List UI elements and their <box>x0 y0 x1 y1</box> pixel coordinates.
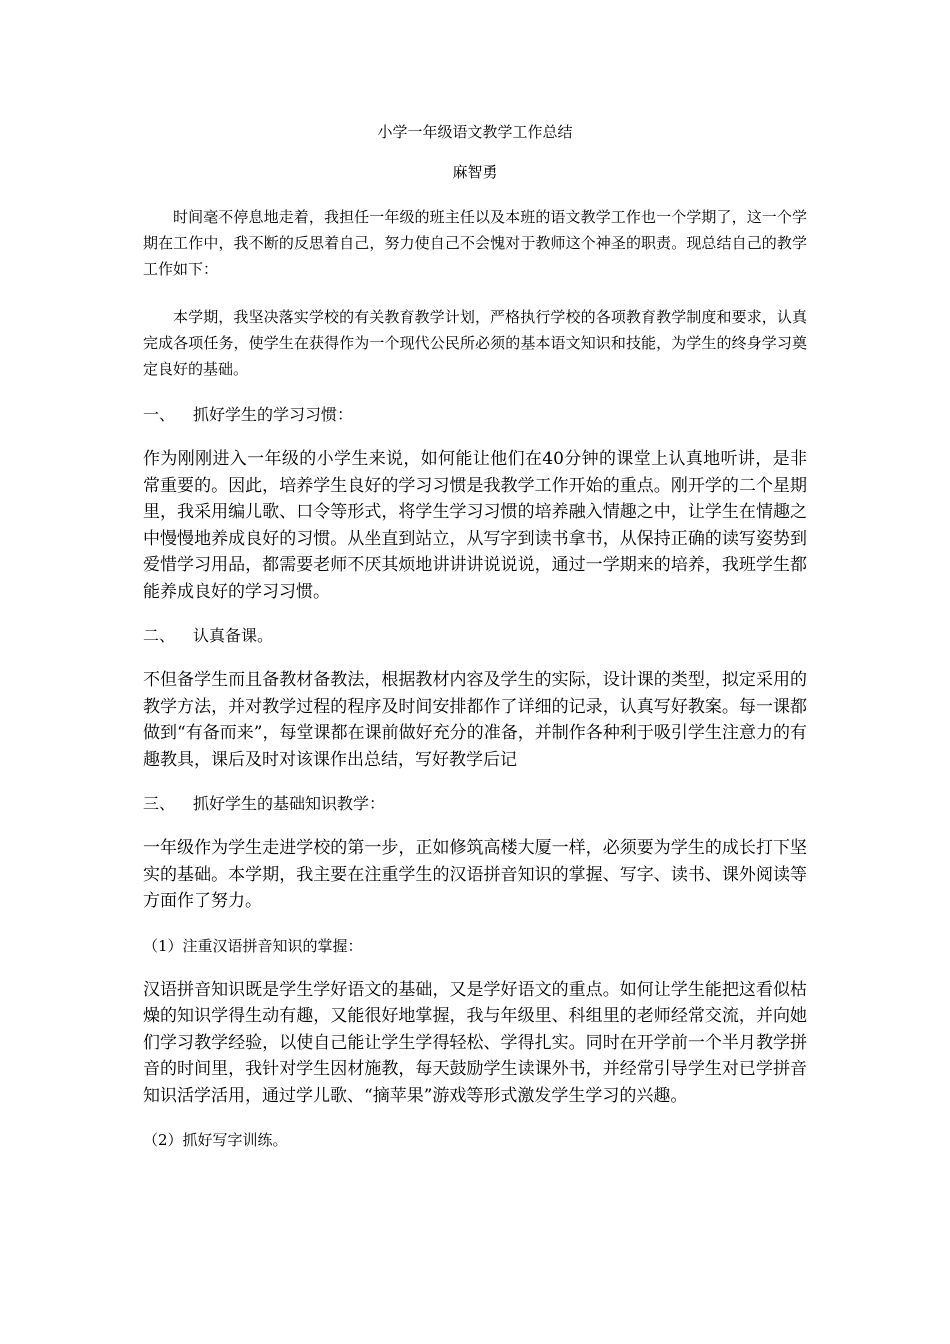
section-body-2: 不但备学生而且备教材备教法，根据教材内容及学生的实际，设计课的类型，拟定采用的教学方法，并对教学过程的程序及时间安排都作了详细的记录，认真写好教案。每一课都做到“有备而来”，每堂课都在课前做好充分的准备，并制作各种利于吸引学生注意力的有趣教具，课后及时对该课作出总结，写好教学后记 <box>143 670 807 770</box>
document-title: 小学一年级语文教学工作总结 <box>377 123 573 141</box>
intro-paragraph-2: 本学期，我坚决落实学校的有关教育教学计划，严格执行学校的各项教育教学制度和要求，认真完成各项任务，使学生在获得作为一个现代公民所必须的基本语文知识和技能，为学生的终身学习奠定良好的基础。 <box>143 308 807 378</box>
section-number-3: 三、 <box>143 794 176 813</box>
intro-paragraph-1: 时间毫不停息地走着，我担任一年级的班主任以及本班的语文教学工作也一个学期了，这一个学期在工作中，我不断的反思着自己，努力使自己不会愧对于教师这个神圣的职责。现总结自己的教学工作如下： <box>143 208 807 278</box>
subsection-heading-2: （2）抓好写字训练。 <box>143 1131 288 1149</box>
section-heading-text-3: 抓好学生的基础知识教学： <box>193 794 386 813</box>
section-heading-3 <box>143 793 807 815</box>
section-heading-2 <box>143 625 807 647</box>
section-body-3: 一年级作为学生走进学校的第一步，正如修筑高楼大厦一样，必须要为学生的成长打下坚实的基础。本学期，我主要在注重学生的汉语拼音知识的掌握、写字、读书、课外阅读等方面作了努力。 <box>143 838 807 911</box>
section-heading-text-1: 抓好学生的学习习惯： <box>193 405 354 424</box>
section-body-1: 作为刚刚进入一年级的小学生来说，如何能让他们在40分钟的课堂上认真地听讲，是非常重要的。因此，培养学生良好的学习习惯是我教学工作开始的重点。刚开学的二个星期里，我采用编儿歌、口令等形式，将学生学习习惯的培养融入情趣之中，让学生在情趣之中慢慢地养成良好的习惯。从坐直到站立，从写字到读书拿书，从保持正确的读写姿势到爱惜学习用品，都需要老师不厌其烦地讲讲讲说说说，通过一学期来的培养，我班学生都能养成良好的学习习惯。 <box>143 449 807 602</box>
section-number-1: 一、 <box>143 405 176 424</box>
section-number-2: 二、 <box>143 626 176 645</box>
subsection-heading-1: （1）注重汉语拼音知识的掌握： <box>143 936 363 955</box>
subsection-body-1: 汉语拼音知识既是学生学好语文的基础，又是学好语文的重点。如何让学生能把这看似枯燥的知识学得生动有趣，又能很好地掌握，我与年级里、科组里的老师经常交流，并向她们学习教学经验，以使自己能让学生学得轻松、学得扎实。同时在开学前一个半月教学拼音的时间里，我针对学生因材施教，每天鼓励学生读课外书，并经常引导学生对已学拼音知识活学活用，通过学儿歌、“摘苹果”游戏等形式激发学生学习的兴趣。 <box>143 979 807 1106</box>
document-author: 麻智勇 <box>452 163 498 181</box>
section-heading-text-2: 认真备课。 <box>193 626 274 645</box>
section-heading-1 <box>143 404 807 426</box>
